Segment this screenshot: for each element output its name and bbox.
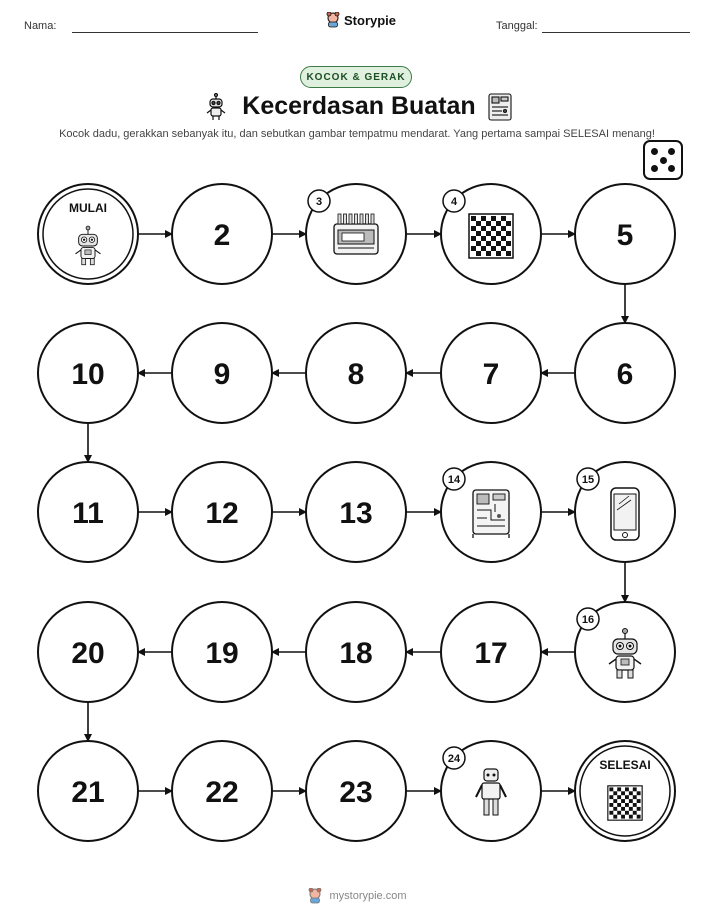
cell-number: 17: [474, 637, 508, 670]
instructions: Kocok dadu, gerakkan sebanyak itu, dan sebutkan gambar tempatmu mendarat. Yang pertama sampai SELESAI menang!: [59, 128, 655, 140]
brand-name: Storypie: [344, 12, 397, 28]
chessboard-icon: [469, 214, 513, 258]
board-cell-3[interactable]: [306, 184, 406, 284]
computer-machine-icon: [334, 214, 378, 254]
cell-number: 19: [205, 637, 239, 670]
circuit-board-icon: [473, 490, 509, 538]
cell-number: 24: [447, 753, 461, 765]
cell-number: 3: [315, 196, 323, 208]
chessboard-icon: [608, 786, 642, 820]
cell-number: 9: [213, 358, 231, 391]
board-cell-10[interactable]: [38, 323, 138, 423]
board-cell-2[interactable]: [172, 184, 272, 284]
cell-number: 6: [616, 358, 634, 391]
footer: [0, 888, 714, 904]
smartphone-icon: [611, 488, 639, 540]
board-cell-12[interactable]: [172, 462, 272, 562]
board-cell-19[interactable]: [172, 602, 272, 702]
board-cell-22[interactable]: [172, 741, 272, 841]
cell-number: 2: [213, 219, 231, 252]
board-cell-1[interactable]: [38, 184, 138, 284]
board-cell-11[interactable]: [38, 462, 138, 562]
cell-number: 10: [71, 358, 105, 391]
cell-number: 15: [581, 474, 595, 486]
board-cell-4[interactable]: [441, 184, 541, 284]
board-cell-16[interactable]: [575, 602, 675, 702]
cell-number: 12: [205, 497, 239, 530]
cell-number: 21: [71, 776, 105, 809]
board-cell-9[interactable]: [172, 323, 272, 423]
cell-caption: SELESAI: [599, 758, 651, 772]
cell-number: 23: [339, 776, 373, 809]
cell-number: 14: [447, 474, 461, 486]
cell-number: 20: [71, 637, 105, 670]
cell-number: 4: [450, 196, 458, 208]
board-cell-18[interactable]: [306, 602, 406, 702]
activity-tag: KOCOK & GERAK: [300, 66, 412, 88]
board-cell-13[interactable]: [306, 462, 406, 562]
board-cell-6[interactable]: [575, 323, 675, 423]
board-cell-8[interactable]: [306, 323, 406, 423]
storypie-mascot-icon: [307, 888, 323, 904]
cell-number: 5: [616, 219, 634, 252]
cell-number: 22: [205, 776, 239, 809]
cell-number: 11: [72, 497, 104, 530]
board-cell-14[interactable]: [441, 462, 541, 562]
board-cell-23[interactable]: [306, 741, 406, 841]
board-cell-17[interactable]: [441, 602, 541, 702]
board-cell-5[interactable]: [575, 184, 675, 284]
board-cell-20[interactable]: [38, 602, 138, 702]
cell-number: 13: [339, 497, 373, 530]
name-label: Nama:: [24, 20, 57, 32]
page-title: Kecerdasan Buatan: [242, 92, 476, 120]
cell-number: 16: [581, 614, 595, 626]
board-cell-7[interactable]: [441, 323, 541, 423]
board-cell-25[interactable]: [575, 741, 675, 841]
footer-url: mystorypie.com: [329, 890, 407, 902]
board-cell-15[interactable]: [575, 462, 675, 562]
board-cell-21[interactable]: [38, 741, 138, 841]
cell-number: 7: [482, 358, 500, 391]
board-cell-24[interactable]: [441, 741, 541, 841]
cell-caption: MULAI: [69, 201, 107, 215]
cell-number: 18: [339, 637, 373, 670]
cell-number: 8: [347, 358, 365, 391]
date-label: Tanggal:: [496, 20, 538, 32]
